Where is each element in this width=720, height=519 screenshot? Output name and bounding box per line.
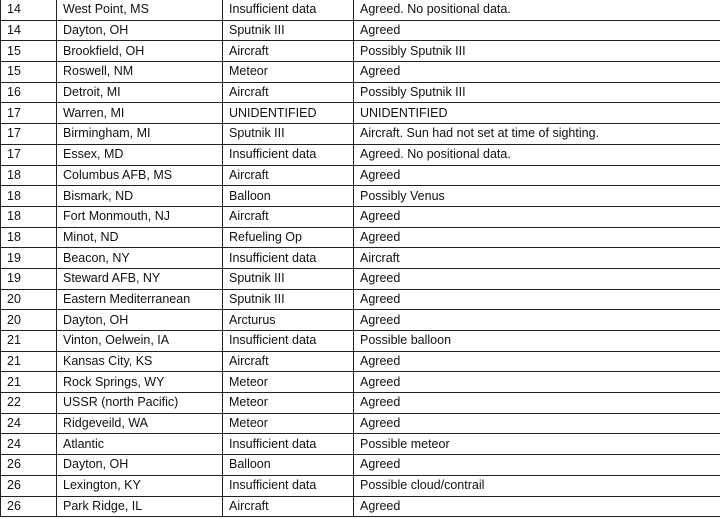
- comment-cell: Agreed. No positional data.: [354, 144, 720, 165]
- evaluation-cell: Meteor: [223, 62, 354, 83]
- date-cell: 21: [1, 372, 57, 393]
- comment-cell: Agreed: [354, 268, 720, 289]
- table-row: [1, 289, 720, 310]
- table-row: [1, 144, 720, 165]
- evaluation-cell: Insufficient data: [223, 434, 354, 455]
- location-cell: Dayton, OH: [57, 20, 223, 41]
- location-cell: Rock Springs, WY: [57, 372, 223, 393]
- location-cell: Vinton, Oelwein, IA: [57, 331, 223, 352]
- comment-cell: Agreed: [354, 62, 720, 83]
- table-row: [1, 351, 720, 372]
- location-cell: Birmingham, MI: [57, 124, 223, 145]
- location-cell: USSR (north Pacific): [57, 393, 223, 414]
- date-cell: 19: [1, 248, 57, 269]
- table-row: [1, 124, 720, 145]
- comment-cell: Agreed: [354, 206, 720, 227]
- date-cell: 18: [1, 227, 57, 248]
- date-cell: 22: [1, 393, 57, 414]
- comment-cell: Possible cloud/contrail: [354, 475, 720, 496]
- evaluation-cell: Meteor: [223, 413, 354, 434]
- date-cell: 17: [1, 124, 57, 145]
- evaluation-cell: Insufficient data: [223, 0, 354, 20]
- location-cell: West Point, MS: [57, 0, 223, 20]
- evaluation-cell: Meteor: [223, 372, 354, 393]
- location-cell: Bismark, ND: [57, 186, 223, 207]
- evaluation-cell: Insufficient data: [223, 248, 354, 269]
- table-row: [1, 41, 720, 62]
- location-cell: Detroit, MI: [57, 82, 223, 103]
- comment-cell: Agreed: [354, 289, 720, 310]
- location-cell: Lexington, KY: [57, 475, 223, 496]
- comment-cell: Agreed: [354, 165, 720, 186]
- table-row: [1, 62, 720, 83]
- evaluation-cell: Insufficient data: [223, 331, 354, 352]
- location-cell: Kansas City, KS: [57, 351, 223, 372]
- comment-cell: Agreed: [354, 455, 720, 476]
- location-cell: Roswell, NM: [57, 62, 223, 83]
- location-cell: Ridgeveild, WA: [57, 413, 223, 434]
- table-row: [1, 331, 720, 352]
- table-row: [1, 268, 720, 289]
- comment-cell: Agreed: [354, 351, 720, 372]
- comment-cell: Agreed. No positional data.: [354, 0, 720, 20]
- comment-cell: Possibly Sputnik III: [354, 82, 720, 103]
- location-cell: Atlantic: [57, 434, 223, 455]
- table-row: [1, 20, 720, 41]
- table-row: [1, 206, 720, 227]
- evaluation-cell: Sputnik III: [223, 268, 354, 289]
- comment-cell: Possible meteor: [354, 434, 720, 455]
- evaluation-cell: Aircraft: [223, 351, 354, 372]
- comment-cell: Aircraft. Sun had not set at time of sighting.: [354, 124, 720, 145]
- evaluation-cell: Aircraft: [223, 82, 354, 103]
- evaluation-cell: Sputnik III: [223, 124, 354, 145]
- table-row: [1, 455, 720, 476]
- evaluation-cell: Insufficient data: [223, 144, 354, 165]
- date-cell: 21: [1, 331, 57, 352]
- evaluation-cell: Balloon: [223, 186, 354, 207]
- location-cell: Dayton, OH: [57, 310, 223, 331]
- date-cell: 26: [1, 496, 57, 517]
- location-cell: Brookfield, OH: [57, 41, 223, 62]
- date-cell: 15: [1, 41, 57, 62]
- date-cell: 17: [1, 144, 57, 165]
- date-cell: 21: [1, 351, 57, 372]
- evaluation-cell: Sputnik III: [223, 289, 354, 310]
- table-row: [1, 393, 720, 414]
- comment-cell: Agreed: [354, 20, 720, 41]
- location-cell: Columbus AFB, MS: [57, 165, 223, 186]
- evaluation-cell: Aircraft: [223, 41, 354, 62]
- date-cell: 18: [1, 186, 57, 207]
- table-row: [1, 165, 720, 186]
- table-row: [1, 186, 720, 207]
- date-cell: 18: [1, 206, 57, 227]
- date-cell: 24: [1, 434, 57, 455]
- table-row: [1, 475, 720, 496]
- table-row: [1, 413, 720, 434]
- date-cell: 24: [1, 413, 57, 434]
- evaluation-cell: Aircraft: [223, 206, 354, 227]
- evaluation-cell: Refueling Op: [223, 227, 354, 248]
- comment-cell: Aircraft: [354, 248, 720, 269]
- table-row: [1, 103, 720, 124]
- location-cell: Beacon, NY: [57, 248, 223, 269]
- evaluation-cell: Insufficient data: [223, 475, 354, 496]
- date-cell: 15: [1, 62, 57, 83]
- date-cell: 16: [1, 82, 57, 103]
- table-row: [1, 0, 720, 20]
- evaluation-cell: Arcturus: [223, 310, 354, 331]
- location-cell: Fort Monmouth, NJ: [57, 206, 223, 227]
- location-cell: Warren, MI: [57, 103, 223, 124]
- date-cell: 18: [1, 165, 57, 186]
- comment-cell: Possible balloon: [354, 331, 720, 352]
- date-cell: 14: [1, 20, 57, 41]
- table-row: [1, 434, 720, 455]
- comment-cell: Possibly Venus: [354, 186, 720, 207]
- date-cell: 20: [1, 289, 57, 310]
- evaluation-cell: Aircraft: [223, 165, 354, 186]
- comment-cell: Agreed: [354, 227, 720, 248]
- date-cell: 14: [1, 0, 57, 20]
- location-cell: Dayton, OH: [57, 455, 223, 476]
- table-row: [1, 310, 720, 331]
- date-cell: 26: [1, 455, 57, 476]
- table-row: [1, 372, 720, 393]
- comment-cell: Agreed: [354, 310, 720, 331]
- comment-cell: Agreed: [354, 372, 720, 393]
- evaluation-cell: Balloon: [223, 455, 354, 476]
- comment-cell: Agreed: [354, 393, 720, 414]
- date-cell: 19: [1, 268, 57, 289]
- comment-cell: UNIDENTIFIED: [354, 103, 720, 124]
- location-cell: Steward AFB, NY: [57, 268, 223, 289]
- date-cell: 26: [1, 475, 57, 496]
- location-cell: Park Ridge, IL: [57, 496, 223, 517]
- location-cell: Eastern Mediterranean: [57, 289, 223, 310]
- sightings-table-body: [1, 0, 720, 517]
- table-row: [1, 82, 720, 103]
- location-cell: Minot, ND: [57, 227, 223, 248]
- table-row: [1, 496, 720, 517]
- comment-cell: Agreed: [354, 496, 720, 517]
- comment-cell: Possibly Sputnik III: [354, 41, 720, 62]
- table-row: [1, 248, 720, 269]
- location-cell: Essex, MD: [57, 144, 223, 165]
- date-cell: 17: [1, 103, 57, 124]
- evaluation-cell: UNIDENTIFIED: [223, 103, 354, 124]
- evaluation-cell: Aircraft: [223, 496, 354, 517]
- table-row: [1, 227, 720, 248]
- evaluation-cell: Meteor: [223, 393, 354, 414]
- comment-cell: Agreed: [354, 413, 720, 434]
- date-cell: 20: [1, 310, 57, 331]
- evaluation-cell: Sputnik III: [223, 20, 354, 41]
